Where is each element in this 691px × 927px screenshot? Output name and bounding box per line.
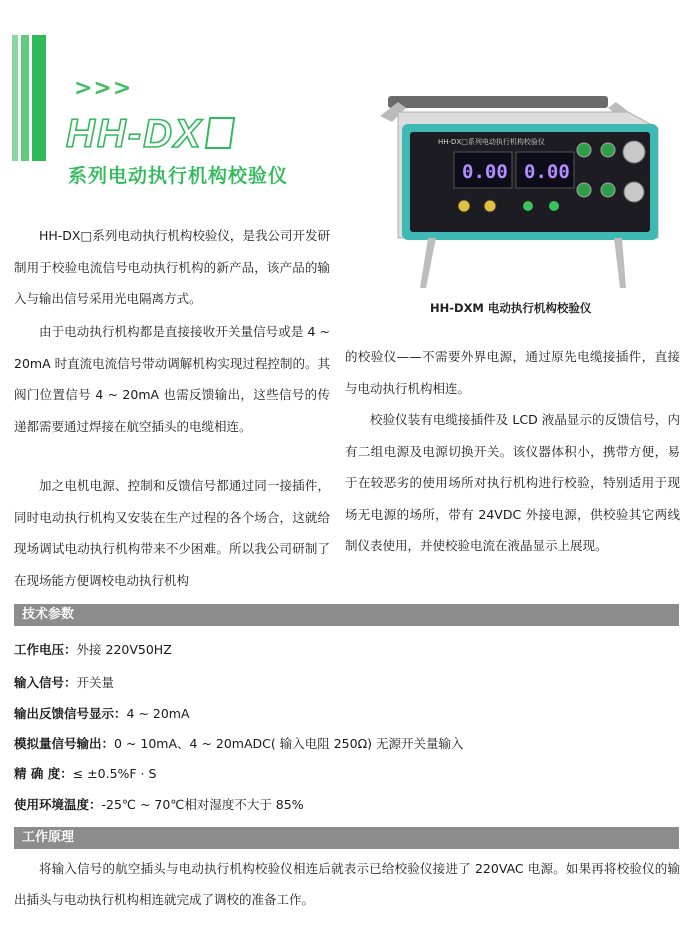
panel-title: HH-DX□系列电动执行机构校验仪 — [438, 138, 545, 146]
decorative-stripes — [12, 35, 52, 161]
spec-row — [14, 640, 172, 658]
intro-paragraph: 加之电机电源、控制和反馈信号都通过同一接插件，同时电动执行机构又安装在生产过程的各个场合，这就给现场调试电动执行机构带来不少困难。所以我公司研制了在现场能方便调校电动执行机构 — [14, 478, 330, 588]
stripe — [12, 35, 18, 161]
spec-value: -25℃ ~ 70℃相对湿度不大于 85% — [101, 797, 304, 812]
spec-label: 使用环境温度： — [14, 797, 102, 812]
section-header-principle: 工作原理 — [14, 827, 679, 849]
chevrons-icon: >>> — [74, 76, 133, 101]
spec-label: 精 确 度： — [14, 766, 73, 781]
spec-label: 模拟量信号输出： — [14, 736, 115, 751]
spec-row — [14, 795, 304, 813]
lcd-display-2: 0.00 — [524, 161, 570, 183]
spec-label: 输出反馈信号显示： — [14, 706, 127, 721]
spec-row — [14, 673, 114, 691]
spec-row — [14, 734, 463, 752]
spec-value: 外接 220V50HZ — [76, 642, 172, 657]
model-title — [66, 112, 233, 156]
spec-label: 工作电压： — [14, 642, 77, 657]
lcd-display-1: 0.00 — [462, 161, 508, 183]
spec-row — [14, 764, 156, 782]
stripe — [32, 35, 46, 161]
model-name: HH-DX — [66, 112, 203, 156]
intro-paragraph: 由于电动执行机构都是直接接收开关量信号或是 4 ~ 20mA 时直流电流信号带动调解机构实现过程控制的。其阀门位置信号 4 ~ 20mA 也需反馈输出，这些信号的传递都需要通过焊接在航空插头的电缆相连。 — [14, 324, 330, 434]
spec-label: 输入信号： — [14, 675, 77, 690]
device-caption: HH-DXM 电动执行机构校验仪 — [430, 301, 592, 315]
model-box-icon — [204, 117, 234, 149]
spec-value: ≤ ±0.5%F · S — [72, 766, 157, 781]
spec-value: 开关量 — [76, 675, 115, 690]
spec-value: 0 ~ 10mA、4 ~ 20mADC( 输入电阻 250Ω) 无源开关量输入 — [114, 736, 464, 751]
handle — [388, 96, 608, 108]
page-subtitle: 系列电动执行机构校验仪 — [68, 165, 289, 187]
principle-paragraph: 将输入信号的航空插头与电动执行机构校验仪相连后就表示已给校验仪接进了 220VAC 电源。如果再将校验仪的输出插头与电动执行机构相连就完成了调校的准备工作。 — [14, 861, 680, 907]
stripe — [21, 35, 29, 161]
intro-paragraph: 的校验仪——不需要外界电源，通过原先电缆接插件，直接与电动执行机构相连。 — [345, 349, 680, 396]
spec-value: 4 ~ 20mA — [126, 706, 190, 721]
intro-paragraph: HH-DX□系列电动执行机构校验仪，是我公司开发研制用于校验电流信号电动执行机构的新产品，该产品的输入与输出信号采用光电隔离方式。 — [14, 228, 330, 306]
spec-row — [14, 704, 190, 722]
device-image — [358, 88, 676, 300]
section-header-specs: 技术参数 — [14, 604, 679, 626]
intro-paragraph: 校验仪装有电缆接插件及 LCD 液晶显示的反馈信号，内有二组电源及电源切换开关。该仪器体积小，携带方便，易于在较恶劣的使用场所对执行机构进行校验，特别适用于现场无电源的场所，带有 24VDC 外接电源，供校验其它两线制仪表使用，并使校验电流在液晶显示上展现。 — [345, 412, 680, 553]
